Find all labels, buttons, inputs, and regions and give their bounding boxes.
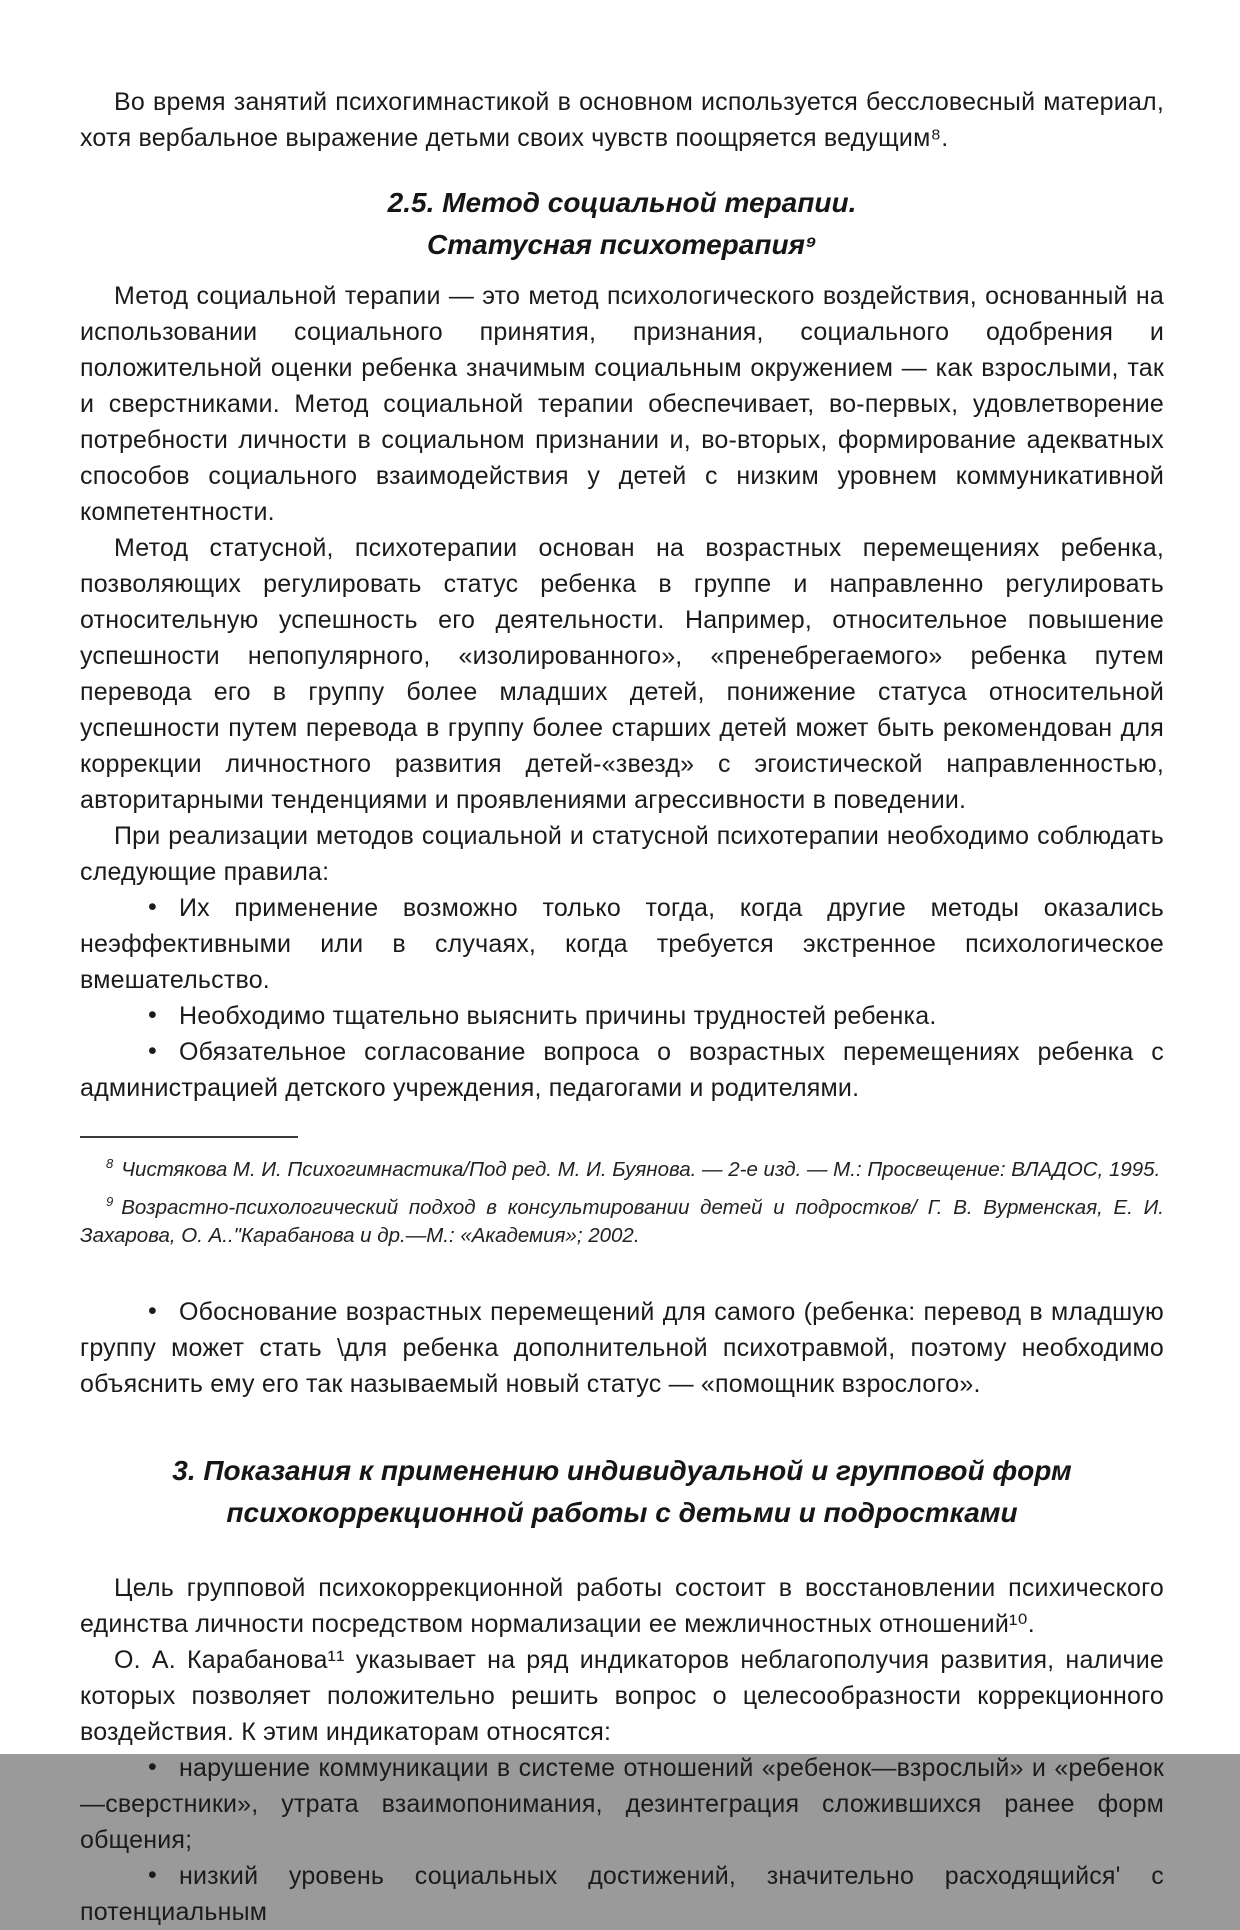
bullet-item [80, 1858, 1164, 1930]
bullet-icon: • [148, 893, 157, 921]
heading-line: психокоррекционной работы с детьми и подростками [226, 1496, 1018, 1528]
footnote-separator [80, 1136, 298, 1138]
paragraph: Во время занятий психогимнастикой в основном используется бессловесный материал, хотя вербальное выражение детьми своих чувств поощряется ведущим⁸. [80, 88, 1164, 152]
bullet-item [80, 890, 1164, 998]
footnote [80, 1150, 1164, 1184]
bullet-item [80, 998, 1164, 1034]
bullet-text: Их применение возможно только тогда, когда другие методы оказались неэффективными или в случаях, когда требуется экстренное психологическое вмешательство. [80, 894, 1164, 994]
bullet-icon: • [148, 1752, 157, 1781]
footnote-text: Возрастно-психологический подход в консультировании детей и подростков/ Г. В. Вурменская, Е. И. Захарова, О. А.."Карабанова и др.—М.: «Академия»; 2002. [80, 1195, 1164, 1247]
bullet-item [80, 1034, 1164, 1106]
bullet-text: нарушение коммуникации в системе отношений «ребенок—взрослый» и «ребенок—сверстники», утрата взаимопонимания, дезинтеграция сложившихся ранее форм общения; [80, 1753, 1164, 1854]
bullet-text: Обоснование возрастных перемещений для самого (ребенка: перевод в младшую группу может стать \для ребенка дополнительной психотравмой, поэтому необходимо объяснить ему его так называемый новый статус — «помощник взрослого». [80, 1297, 1164, 1398]
paragraph: Метод социальной терапии — это метод психологического воздействия, основанный на использовании социального принятия, признания, социального одобрения и положительной оценки ребенка значимым социальным окружением — как взрослыми, так и сверстниками. Метод социальной терапии обеспечивает, во-первых, удовлетворение потребности личности в социальном признании и, во-вторых, формирование адекватных способов социального взаимодействия у детей с низким уровнем коммуникативной компетентности. [80, 282, 1164, 526]
bullet-icon: • [148, 1037, 157, 1065]
bullet-icon: • [148, 1296, 157, 1325]
bullet-text: Обязательное согласование вопроса о возрастных перемещениях ребенка с администрацией детского учреждения, педагогами и родителями. [80, 1038, 1164, 1102]
footnote-text: Чистякова М. И. Психогимнастика/Под ред. М. И. Буянова. — 2-е изд. — М.: Просвещение: ВЛАДОС, 1995. [121, 1157, 1161, 1181]
bullet-item [80, 1294, 1164, 1402]
paragraph: При реализации методов социальной и статусной психотерапии необходимо соблюдать следующие правила: [80, 822, 1164, 886]
section-heading [80, 182, 1164, 266]
paragraph: О. А. Карабанова¹¹ указывает на ряд индикаторов неблагополучия развития, наличие которых позволяет положительно решить вопрос о целесообразности коррекционного воздействия. К этим индикаторам относятся: [80, 1645, 1164, 1746]
footnote [80, 1188, 1164, 1250]
bullet-text: Необходимо тщательно выяснить причины трудностей ребенка. [178, 1002, 937, 1030]
paragraph: Метод статусной, психотерапии основан на возрастных перемещениях ребенка, позволяющих регулировать статус ребенка в группе и направленно регулировать относительную успешность его деятельности. Например, относительное повышение успешности непопулярного, «изолированного», «пренебрегаемого» ребенка путем перевода его в группу более младших детей, понижение статуса относительной успешности путем перевода в группу более старших детей может быть рекомендован для коррекции личностного развития детей-«звезд» с эгоистической направленностью, авторитарными тенденциями и проявлениями агрессивности в поведении. [80, 534, 1164, 814]
bullet-item [80, 1750, 1164, 1858]
footnote-marker: 9 [106, 1193, 114, 1209]
section-heading [120, 1450, 1124, 1534]
bullet-text: низкий уровень социальных достижений, значительно расходящийся' с потенциальным [80, 1861, 1164, 1926]
footnote-marker: 8 [106, 1156, 114, 1171]
heading-line: 3. Показания к применению индивидуальной и групповой форм [172, 1454, 1072, 1486]
bullet-icon: • [148, 1001, 157, 1029]
paragraph: Цель групповой психокоррекционной работы состоит в восстановлении психического единства личности посредством нормализации ее межличностных отношений¹⁰. [80, 1573, 1164, 1638]
document-content [80, 84, 1164, 1930]
heading-line: 2.5. Метод социальной терапии. [387, 187, 857, 218]
bullet-icon: • [148, 1860, 157, 1889]
heading-line: Статусная психотерапия⁹ [427, 229, 817, 260]
